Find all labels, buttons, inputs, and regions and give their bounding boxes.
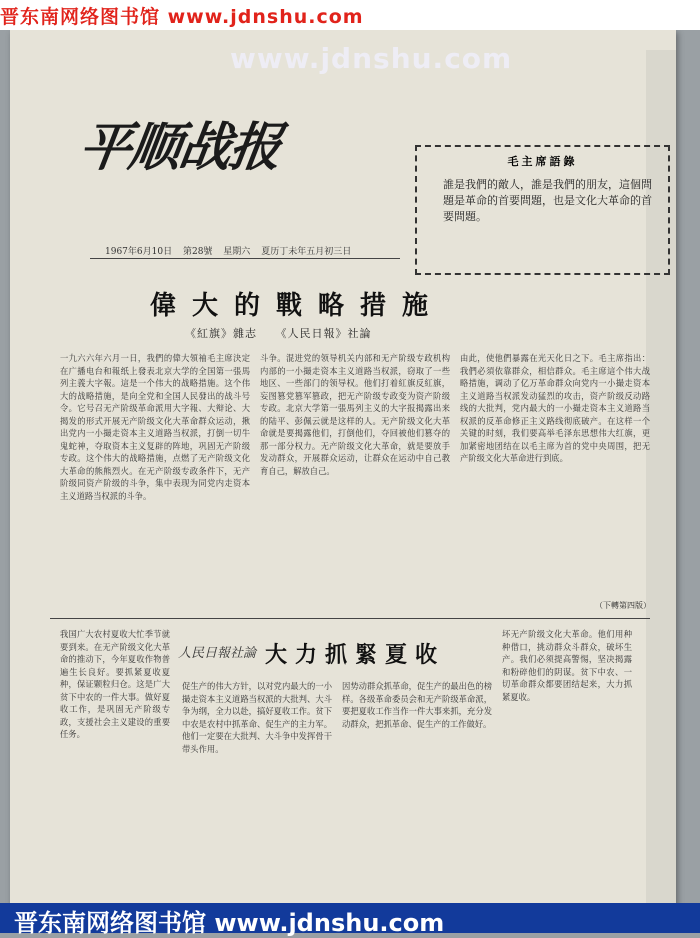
byline-renmin: 《人民日報》社論 (275, 327, 372, 340)
continued-note: （下轉第四版） (595, 601, 651, 610)
headline-main: 偉大的戰略措施 (150, 291, 445, 321)
quotation-text: 誰是我們的敵人，誰是我們的朋友，這個問題是革命的首要問題，也是文化大革命的首要問題。 (443, 178, 652, 223)
issue-number: 第28號 (182, 247, 213, 257)
article2-col2: 促生产的伟大方针，以对党内最大的一小撮走资本主义道路当权派的大批判、大斗争为纲，全力以赴，搞好夏收工作。贫下中农是农村中抓革命、促生产的主力军。他们一定要在大批判、大斗争中发挥骨干带头作用。 (182, 681, 332, 754)
byline-hongqi: 《紅旗》雜志 (185, 327, 257, 340)
renmin-ribao-logo: 人民日報社論 (178, 646, 257, 661)
watermark-top-banner (0, 0, 700, 30)
article2-col1: 我国广大农村夏收大忙季节就要到来。在无产阶级文化大革命的推动下，今年夏收作物普遍生长良好。要抓紧夏收夏种，保证颗粒归仓。这是广大贫下中农的一件大事。做好夏收工作，是巩固无产阶级专政，支援社会主义建设的重要任务。 (60, 629, 170, 739)
section-rule (50, 618, 650, 619)
issue-line (105, 244, 359, 257)
masthead: 平顺战报 (75, 117, 284, 178)
masthead-rule (90, 258, 400, 259)
headline-summer-harvest: 大力抓緊夏收 (265, 642, 446, 668)
byline (185, 325, 386, 341)
issue-weekday: 星期六 (223, 247, 251, 257)
watermark-top-text: 晋东南网络图书馆 www.jdnshu.com (0, 6, 364, 28)
issue-lunar: 夏历丁未年五月初三日 (261, 247, 352, 257)
watermark-bottom-text: 晋东南网络图书馆 www.jdnshu.com (14, 909, 445, 937)
watermark-bottom-banner (0, 903, 700, 937)
newspaper-page (10, 30, 676, 910)
article2-col4: 坏无产阶级文化大革命。他们用种种借口，挑动群众斗群众，破坏生产。我们必须提高警惕，坚决揭露和粉碎他们的阴谋。贫下中农、一切革命群众都要团结起来，大力抓紧夏收。 (502, 629, 632, 702)
article1-col2: 斗争。混进党的领导机关内部和无产阶级专政机构内部的一小撮走资本主义道路当权派，窃取了一些地区、一些部门的领导权。他们打着紅旗反紅旗，妄图篡党篡军篡政，把无产阶级专政变为资产阶级专政。北京大学第一張馬列主义的大字报揭露出来的陆平、彭佩云就是这样的人。无产阶级文化大革命就是要揭露他们，打倒他们，夺回被他们篡夺的那一部分权力。无产阶级文化大革命，就是要放手发动群众，开展群众运动，让群众在运动中自己教育自己，解放自己。 (260, 353, 450, 476)
article1-col1: 一九六六年六月一日，我們的偉大領袖毛主席決定在广播电台和報纸上發表北京大学的全国第一張馬列主義大字報。這是一个伟大的战略措施。这个伟大的战略措施，是向全党和全国人民發出的战斗号令。它号召无产阶级革命派用大字報、大辩论、大揭发的形式开展无产阶级文化大革命群众运动，揪出党内一小撮走资本主义道路当权派，打倒一切牛鬼蛇神，夺取资本主义复辟的阵地，巩固无产阶级专政。这个伟大的战略措施，点燃了无产阶级文化大革命的熊熊烈火。在无产阶级专政条件下，无产阶级同资产阶级的斗争，集中表现为同党内走资本主义道路当权派的斗争。 (60, 353, 250, 501)
article2-col3: 因势动群众抓革命，促生产的最出色的榜样。各级革命委员会和无产阶级革命派，要把夏收工作当作一件大事来抓，充分发动群众，把抓革命、促生产的工作做好。 (342, 681, 492, 729)
watermark-mid: www.jdnshu.com (230, 42, 513, 75)
issue-date: 1967年6月10日 (105, 247, 173, 257)
quotation-title: 毛主席語錄 (507, 155, 578, 168)
article1-col3: 由此，使他們暴露在光天化日之下。毛主席指出：我們必須依靠群众，相信群众。毛主席這个伟大战略措施，调动了亿万革命群众向党内一小撮走资本主义道路当权派发动猛烈的攻击，资产阶级反动路线的大批判，党内最大的一小撮走资本主义道路当权派的反革命修正主义路线彻底破产。在这样一个关键的时刻，我们要高举毛泽东思想伟大红旗，更加紧密地团结在以毛主席为首的党中央周围，把无产阶级文化大革命进行到底。 (460, 353, 650, 463)
quotation-box (415, 145, 670, 275)
